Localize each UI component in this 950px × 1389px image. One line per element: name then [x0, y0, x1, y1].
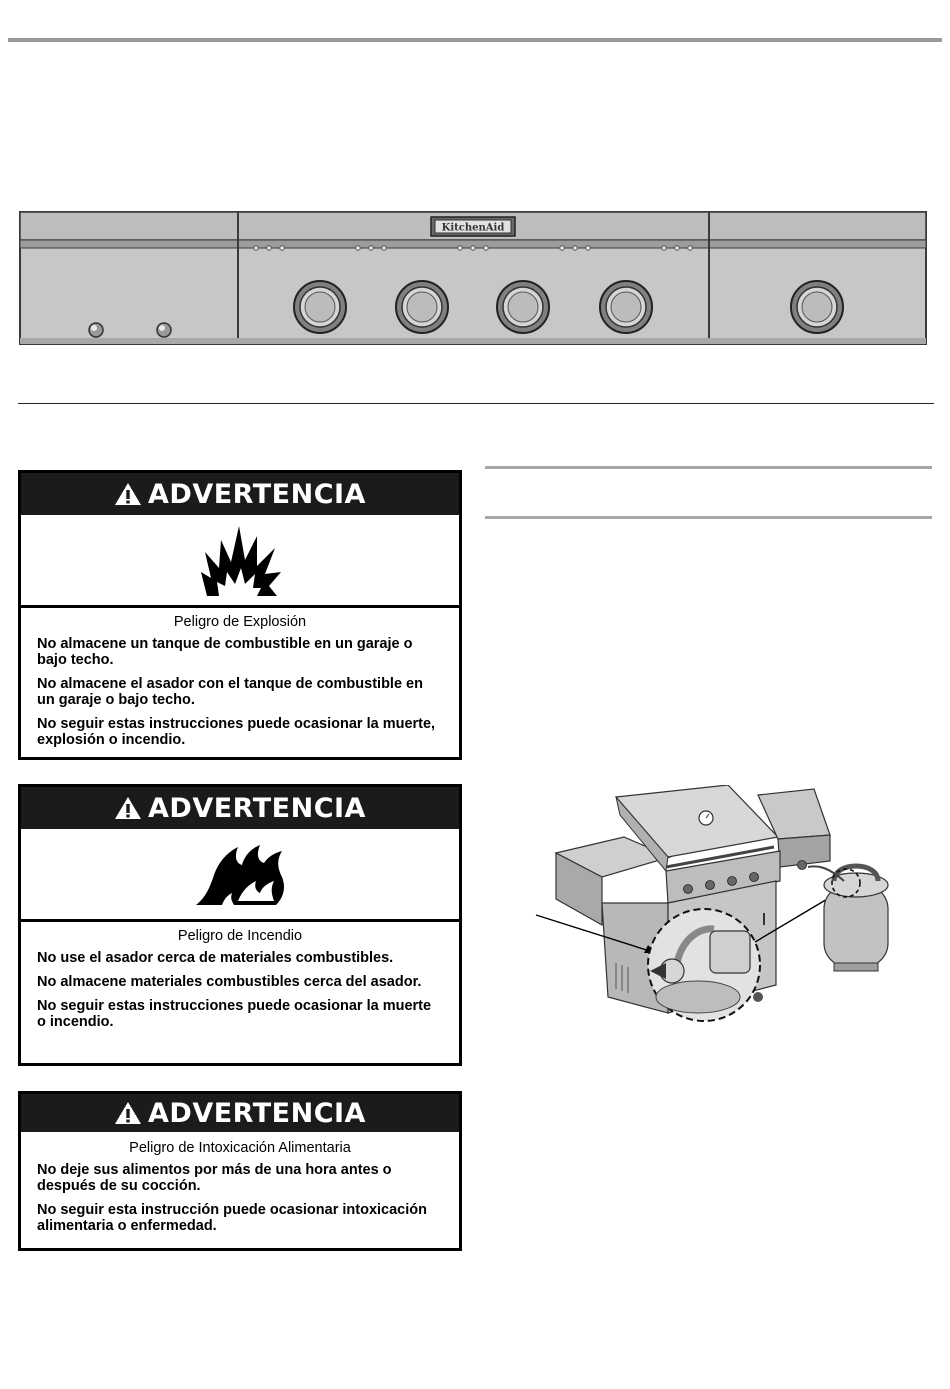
warning-title: Peligro de Incendio — [177, 928, 303, 944]
grill-with-tank-illustration — [528, 785, 908, 1030]
warning-text: No almacene un tanque de combustible en un garaje o bajo techo. — [37, 636, 413, 668]
warning-text: No almacene materiales combustibles cerca del asador. — [37, 974, 422, 990]
warning-header: ADVERTENCIA — [21, 473, 459, 515]
warning-fire — [18, 784, 462, 1066]
warning-triangle-icon — [114, 796, 142, 820]
top-rule — [8, 38, 942, 42]
fire-icon — [192, 839, 288, 909]
warning-text: No seguir estas instrucciones puede ocasionar la muerte o incendio. — [37, 998, 432, 1030]
warning-header: ADVERTENCIA — [21, 787, 459, 829]
explosion-icon — [197, 522, 283, 598]
warning-text: No deje sus alimentos por más de una hora antes o después de su cocción. — [37, 1162, 392, 1194]
warning-text: No seguir estas instrucciones puede ocasionar la muerte, explosión o incendio. — [37, 716, 436, 748]
section-rule-bottom — [485, 516, 932, 519]
warning-title: Peligro de Intoxicación Alimentaria — [129, 1140, 351, 1156]
warning-food-poisoning — [18, 1091, 462, 1251]
warning-text: No almacene el asador con el tanque de combustible en un garaje o bajo techo. — [37, 676, 423, 708]
warning-triangle-icon — [114, 1101, 142, 1125]
warning-header: ADVERTENCIA — [21, 1094, 459, 1132]
warning-triangle-icon — [114, 482, 142, 506]
control-panel-illustration — [18, 210, 930, 350]
warning-explosion — [18, 470, 462, 760]
section-rule-top — [485, 466, 932, 469]
warning-text: No seguir esta instrucción puede ocasionar intoxicación alimentaria o enfermedad. — [37, 1202, 427, 1234]
brand-logo: KitchenAid — [441, 222, 505, 234]
section-divider — [18, 403, 934, 404]
warning-text: No use el asador cerca de materiales combustibles. — [37, 950, 394, 966]
warning-title: Peligro de Explosión — [173, 614, 307, 630]
